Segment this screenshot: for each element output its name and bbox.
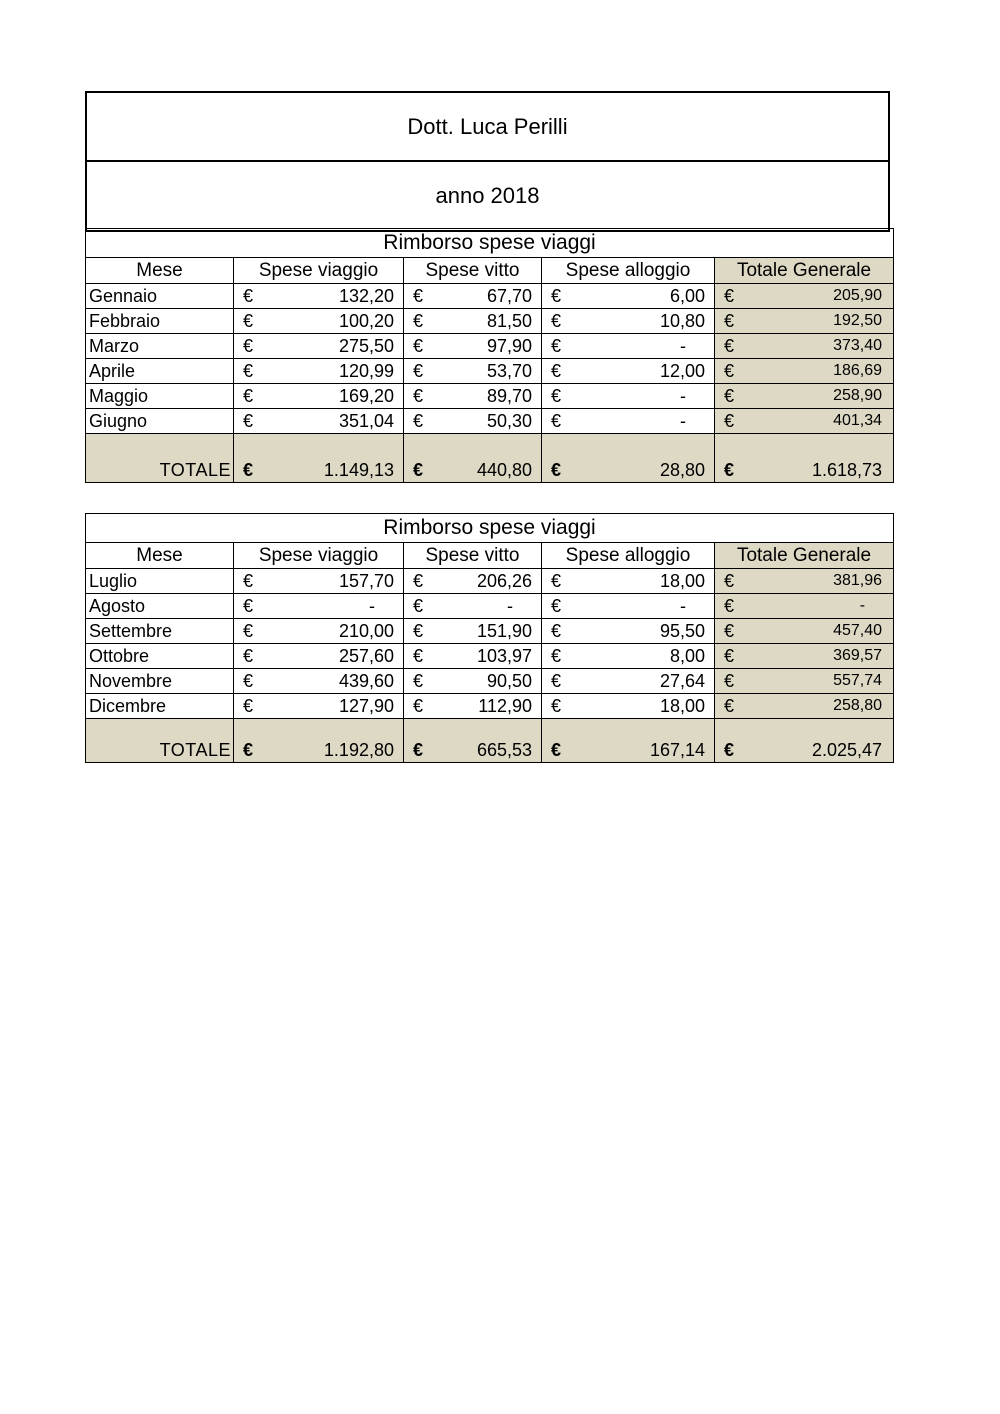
euro-symbol: € <box>413 361 424 381</box>
euro-symbol: € <box>551 696 562 716</box>
spese-alloggio-cell <box>542 359 715 384</box>
spese-vitto-cell <box>404 669 542 694</box>
euro-symbol: € <box>724 571 735 591</box>
column-header: Spese vitto <box>404 258 542 284</box>
spese-vitto-cell <box>404 594 542 619</box>
totale-generale-cell-value: 557,74 <box>833 672 883 689</box>
total-totale-generale-value: 2.025,47 <box>811 740 883 760</box>
spese-viaggio-cell-value: - <box>369 596 375 616</box>
total-spese-vitto-value: 440,80 <box>476 460 532 480</box>
euro-symbol: € <box>413 671 424 691</box>
spese-viaggio-cell <box>234 594 404 619</box>
euro-symbol: € <box>724 646 735 666</box>
table-row <box>86 694 894 719</box>
column-header-row <box>86 543 894 569</box>
table-title-row <box>86 514 894 543</box>
euro-symbol: € <box>243 336 254 356</box>
euro-symbol: € <box>724 411 735 431</box>
spese-viaggio-cell <box>234 284 404 309</box>
total-spese-vitto <box>404 719 542 763</box>
table-row <box>86 284 894 309</box>
euro-symbol: € <box>724 286 735 306</box>
euro-symbol: € <box>551 740 562 760</box>
spese-alloggio-cell <box>542 309 715 334</box>
spese-alloggio-cell <box>542 619 715 644</box>
spese-vitto-cell-value: 206,26 <box>476 571 532 591</box>
table-row <box>86 594 894 619</box>
table-row <box>86 409 894 434</box>
spese-vitto-cell-value: 81,50 <box>486 311 532 331</box>
euro-symbol: € <box>243 286 254 306</box>
column-header: Totale Generale <box>715 543 894 569</box>
spese-alloggio-cell <box>542 284 715 309</box>
totale-generale-cell-value: 373,40 <box>833 337 883 354</box>
spese-alloggio-cell-value: 6,00 <box>669 286 705 306</box>
spese-viaggio-cell <box>234 694 404 719</box>
euro-symbol: € <box>243 361 254 381</box>
spese-viaggio-cell <box>234 644 404 669</box>
table-row <box>86 669 894 694</box>
spese-alloggio-cell <box>542 669 715 694</box>
column-header: Mese <box>86 543 234 569</box>
month-cell: Settembre <box>86 619 234 644</box>
totale-generale-cell-value: 457,40 <box>833 622 883 639</box>
euro-symbol: € <box>724 740 735 760</box>
totale-generale-cell-value: 258,80 <box>833 697 883 714</box>
euro-symbol: € <box>413 336 424 356</box>
table-title: Rimborso spese viaggi <box>86 514 894 543</box>
euro-symbol: € <box>413 571 424 591</box>
euro-symbol: € <box>551 596 562 616</box>
column-header: Mese <box>86 258 234 284</box>
total-spese-vitto <box>404 434 542 483</box>
euro-symbol: € <box>724 386 735 406</box>
spese-viaggio-cell <box>234 669 404 694</box>
table-row <box>86 644 894 669</box>
spese-vitto-cell-value: 97,90 <box>486 336 532 356</box>
spese-viaggio-cell-value: 351,04 <box>338 411 394 431</box>
spese-viaggio-cell-value: 127,90 <box>338 696 394 716</box>
total-spese-viaggio <box>234 434 404 483</box>
spese-vitto-cell-value: 67,70 <box>486 286 532 306</box>
spese-viaggio-cell-value: 210,00 <box>338 621 394 641</box>
spese-vitto-cell <box>404 619 542 644</box>
month-cell: Febbraio <box>86 309 234 334</box>
spese-viaggio-cell <box>234 359 404 384</box>
euro-symbol: € <box>724 671 735 691</box>
table-row <box>86 384 894 409</box>
euro-symbol: € <box>551 311 562 331</box>
year-label: anno 2018 <box>87 160 888 230</box>
spese-vitto-cell <box>404 384 542 409</box>
spese-vitto-cell <box>404 359 542 384</box>
euro-symbol: € <box>724 361 735 381</box>
spese-vitto-cell-value: 90,50 <box>486 671 532 691</box>
spese-alloggio-cell <box>542 694 715 719</box>
spese-viaggio-cell-value: 120,99 <box>338 361 394 381</box>
month-cell: Luglio <box>86 569 234 594</box>
euro-symbol: € <box>551 386 562 406</box>
euro-symbol: € <box>551 646 562 666</box>
spese-viaggio-cell-value: 275,50 <box>338 336 394 356</box>
month-cell: Aprile <box>86 359 234 384</box>
euro-symbol: € <box>243 460 254 480</box>
column-header: Spese alloggio <box>542 258 715 284</box>
totale-generale-cell-value: 381,96 <box>833 572 883 589</box>
euro-symbol: € <box>724 336 735 356</box>
euro-symbol: € <box>724 460 735 480</box>
spese-vitto-cell <box>404 309 542 334</box>
doctor-name: Dott. Luca Perilli <box>407 113 568 139</box>
table-row <box>86 309 894 334</box>
euro-symbol: € <box>243 646 254 666</box>
month-cell: Marzo <box>86 334 234 359</box>
column-header: Spese vitto <box>404 543 542 569</box>
expense-table-first-half <box>85 228 894 483</box>
euro-symbol: € <box>551 671 562 691</box>
totale-generale-cell <box>715 359 894 384</box>
totale-generale-cell <box>715 309 894 334</box>
total-spese-viaggio-value: 1.149,13 <box>323 460 394 480</box>
euro-symbol: € <box>243 671 254 691</box>
spese-viaggio-cell-value: 257,60 <box>338 646 394 666</box>
total-spese-alloggio-value: 167,14 <box>649 740 705 760</box>
document-header <box>85 91 890 232</box>
spese-alloggio-cell-value: - <box>680 386 686 406</box>
spese-viaggio-cell-value: 439,60 <box>338 671 394 691</box>
euro-symbol: € <box>413 311 424 331</box>
spese-vitto-cell <box>404 334 542 359</box>
euro-symbol: € <box>551 571 562 591</box>
table-row <box>86 359 894 384</box>
total-spese-alloggio <box>542 434 715 483</box>
total-label: TOTALE <box>86 719 234 763</box>
column-header: Totale Generale <box>715 258 894 284</box>
euro-symbol: € <box>551 621 562 641</box>
spese-vitto-cell <box>404 569 542 594</box>
table-title-row <box>86 229 894 258</box>
spese-alloggio-cell-value: - <box>680 336 686 356</box>
euro-symbol: € <box>551 286 562 306</box>
table-row <box>86 569 894 594</box>
month-cell: Ottobre <box>86 644 234 669</box>
euro-symbol: € <box>413 740 424 760</box>
total-spese-alloggio <box>542 719 715 763</box>
euro-symbol: € <box>413 696 424 716</box>
totale-generale-cell <box>715 384 894 409</box>
euro-symbol: € <box>413 411 424 431</box>
euro-symbol: € <box>413 386 424 406</box>
spese-vitto-cell-value: 112,90 <box>478 696 532 716</box>
euro-symbol: € <box>243 571 254 591</box>
column-header: Spese viaggio <box>234 543 404 569</box>
spese-alloggio-cell <box>542 384 715 409</box>
spese-alloggio-cell-value: - <box>680 596 686 616</box>
spese-alloggio-cell <box>542 334 715 359</box>
total-totale-generale <box>715 719 894 763</box>
spese-vitto-cell-value: 103,97 <box>476 646 532 666</box>
month-cell: Giugno <box>86 409 234 434</box>
totale-generale-cell <box>715 619 894 644</box>
euro-symbol: € <box>724 311 735 331</box>
spese-viaggio-cell-value: 100,20 <box>338 311 394 331</box>
spese-alloggio-cell-value: - <box>680 411 686 431</box>
totale-generale-cell <box>715 569 894 594</box>
total-row <box>86 434 894 483</box>
totale-generale-cell <box>715 644 894 669</box>
euro-symbol: € <box>551 336 562 356</box>
spese-alloggio-cell-value: 18,00 <box>659 696 705 716</box>
spese-alloggio-cell <box>542 569 715 594</box>
spese-alloggio-cell-value: 12,00 <box>659 361 705 381</box>
expense-table-second-half <box>85 513 894 763</box>
totale-generale-cell <box>715 594 894 619</box>
euro-symbol: € <box>724 696 735 716</box>
spese-vitto-cell <box>404 284 542 309</box>
month-cell: Dicembre <box>86 694 234 719</box>
totale-generale-cell-value: 401,34 <box>833 412 883 429</box>
spese-vitto-cell-value: 50,30 <box>486 411 532 431</box>
spese-alloggio-cell-value: 10,80 <box>659 311 705 331</box>
totale-generale-cell-value: 186,69 <box>833 362 883 379</box>
euro-symbol: € <box>413 596 424 616</box>
spese-viaggio-cell <box>234 409 404 434</box>
spese-alloggio-cell-value: 95,50 <box>659 621 705 641</box>
spese-vitto-cell-value: 151,90 <box>476 621 532 641</box>
euro-symbol: € <box>243 696 254 716</box>
euro-symbol: € <box>724 596 735 616</box>
totale-generale-cell-value: 369,57 <box>833 647 883 664</box>
spese-alloggio-cell <box>542 594 715 619</box>
euro-symbol: € <box>413 460 424 480</box>
month-cell: Agosto <box>86 594 234 619</box>
spese-vitto-cell <box>404 409 542 434</box>
spese-alloggio-cell-value: 27,64 <box>659 671 705 691</box>
total-row <box>86 719 894 763</box>
spese-vitto-cell-value: - <box>507 596 513 616</box>
euro-symbol: € <box>551 411 562 431</box>
total-spese-vitto-value: 665,53 <box>476 740 532 760</box>
column-header-row <box>86 258 894 284</box>
spese-viaggio-cell <box>234 334 404 359</box>
spese-viaggio-cell-value: 169,20 <box>338 386 394 406</box>
euro-symbol: € <box>551 361 562 381</box>
month-cell: Gennaio <box>86 284 234 309</box>
euro-symbol: € <box>243 740 254 760</box>
total-totale-generale-value: 1.618,73 <box>811 460 883 480</box>
spese-alloggio-cell-value: 8,00 <box>669 646 705 666</box>
spese-vitto-cell-value: 53,70 <box>486 361 532 381</box>
euro-symbol: € <box>243 621 254 641</box>
spese-viaggio-cell-value: 132,20 <box>338 286 394 306</box>
spese-alloggio-cell <box>542 644 715 669</box>
spese-alloggio-cell <box>542 409 715 434</box>
spese-vitto-cell <box>404 694 542 719</box>
euro-symbol: € <box>413 621 424 641</box>
totale-generale-cell-value: 192,50 <box>833 312 883 329</box>
euro-symbol: € <box>413 286 424 306</box>
euro-symbol: € <box>413 646 424 666</box>
euro-symbol: € <box>243 596 254 616</box>
totale-generale-cell-value: 205,90 <box>833 287 883 304</box>
totale-generale-cell <box>715 669 894 694</box>
column-header: Spese alloggio <box>542 543 715 569</box>
totale-generale-cell <box>715 334 894 359</box>
spese-viaggio-cell <box>234 619 404 644</box>
spese-viaggio-cell <box>234 309 404 334</box>
totale-generale-cell <box>715 409 894 434</box>
totale-generale-cell-value: 258,90 <box>833 387 883 404</box>
table-row <box>86 619 894 644</box>
euro-symbol: € <box>243 386 254 406</box>
total-spese-viaggio <box>234 719 404 763</box>
total-spese-viaggio-value: 1.192,80 <box>323 740 394 760</box>
total-totale-generale <box>715 434 894 483</box>
totale-generale-cell-value: - <box>859 597 866 614</box>
table-row <box>86 334 894 359</box>
spese-viaggio-cell-value: 157,70 <box>338 571 394 591</box>
euro-symbol: € <box>724 621 735 641</box>
spese-vitto-cell <box>404 644 542 669</box>
totale-generale-cell <box>715 694 894 719</box>
month-cell: Novembre <box>86 669 234 694</box>
euro-symbol: € <box>551 460 562 480</box>
spese-viaggio-cell <box>234 569 404 594</box>
table-title: Rimborso spese viaggi <box>86 229 894 258</box>
spese-viaggio-cell <box>234 384 404 409</box>
euro-symbol: € <box>243 411 254 431</box>
month-cell: Maggio <box>86 384 234 409</box>
spese-vitto-cell-value: 89,70 <box>486 386 532 406</box>
total-label: TOTALE <box>86 434 234 483</box>
euro-symbol: € <box>243 311 254 331</box>
total-spese-alloggio-value: 28,80 <box>659 460 705 480</box>
column-header: Spese viaggio <box>234 258 404 284</box>
spese-alloggio-cell-value: 18,00 <box>659 571 705 591</box>
totale-generale-cell <box>715 284 894 309</box>
